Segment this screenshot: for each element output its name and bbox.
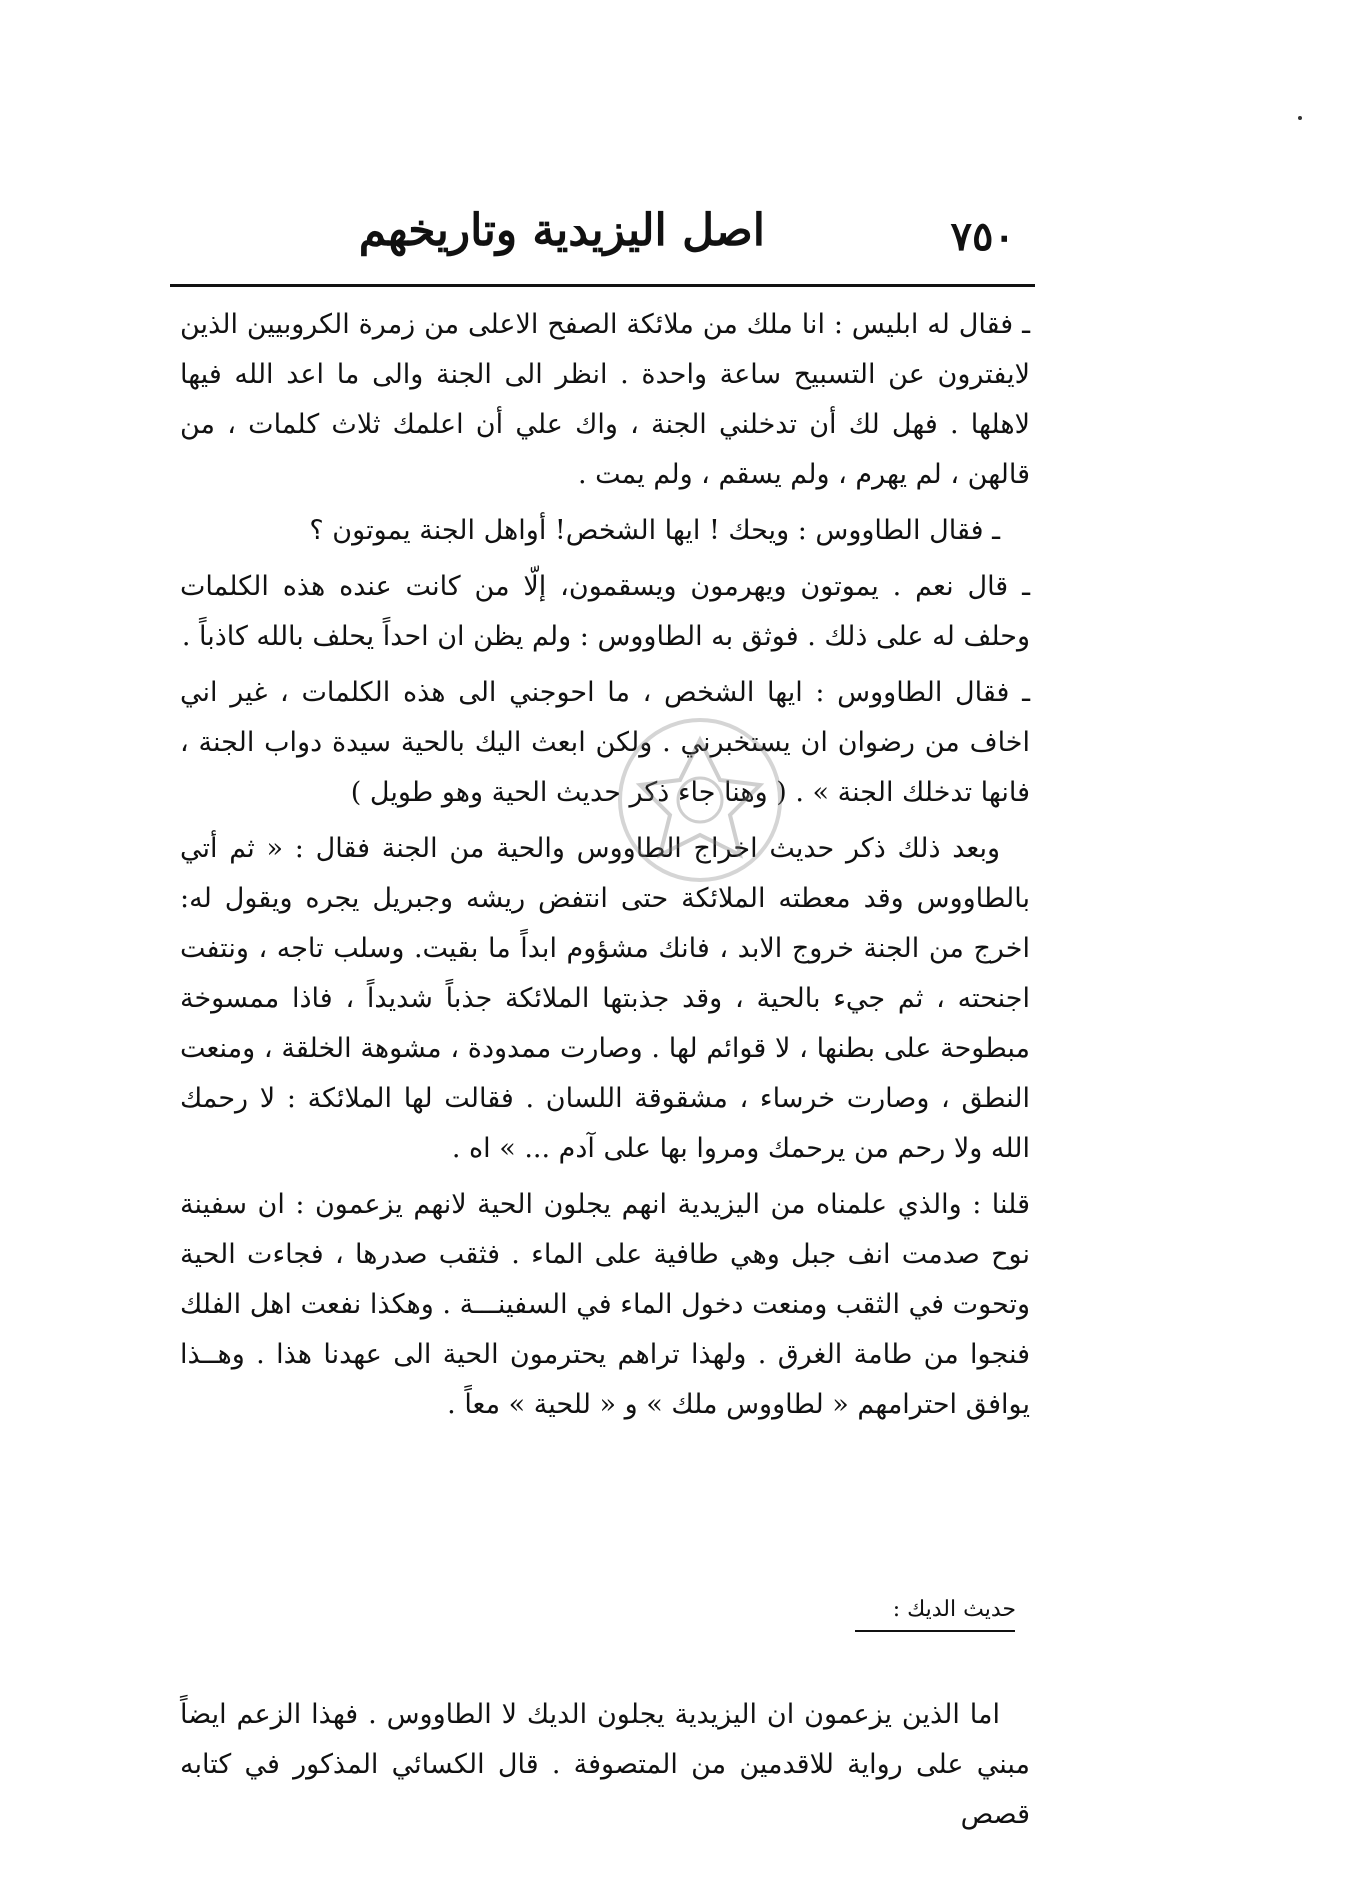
header-rule [170,284,1035,287]
library-stamp-watermark [590,700,810,900]
running-title: اصل اليزيدية وتاريخهم [358,205,765,256]
paragraph: ـ فقال الطاووس : ويحك ! ايها الشخص! أواهل الجنة يموتون ؟ [309,515,1000,546]
page-header [170,205,1035,280]
closing-text [180,1690,1030,1840]
paragraph: اما الذين يزعمون ان اليزيدية يجلون الديك لا الطاووس . فهذا الزعم ايضاً مبني على رواية للاقدمين من المتصوفة . قال الكسائي المذكور في كتابه قصص [180,1699,1030,1830]
section-heading: حديث الديك : [892,1597,1016,1622]
paragraph: قلنا : والذي علمناه من اليزيدية انهم يجلون الحية لانهم يزعمون : ان سفينة نوح صدمت انف جبل وهي طافية على الماء . فثقب صدرها ، فجاءت الحية وتحوت في الثقب ومنعت دخول الماء في السفينـــة . وهكذا نفعت اهل الفلك فنجوا من طامة الغرق . ولهذا تراهم يحترمون الحية الى عهدنا هذا . وهــذا يوافق احترامهم « لطاووس ملك » و « للحية » معاً . [180,1189,1030,1420]
page-number: ٧٥٠ [950,213,1015,260]
paragraph: ـ قال نعم . يموتون ويهرمون ويسقمون، إلّا من كانت عنده هذه الكلمات وحلف له على ذلك . فوثق به الطاووس : ولم يظن ان احداً يحلف بالله كاذباً . [180,571,1030,652]
paragraph: ـ فقال له ابليس : انا ملك من ملائكة الصفح الاعلى من زمرة الكروبيين الذين لايفترون عن التسبيح ساعة واحدة . انظر الى الجنة والى ما اعد الله فيها لاهلها . فهل لك أن تدخلني الجنة ، واك علي أن اعلمك ثلاث كلمات ، من قالهن ، لم يهرم ، ولم يسقم ، ولم يمت . [180,309,1030,490]
speck [1298,116,1302,120]
paragraph: ـ فقال الطاووس : ايها الشخص ، ما احوجني الى هذه الكلمات ، غير اني اخاف من رضوان ان يستخبرني . ولكن ابعث اليك بالحية سيدة دواب الجنة ، فانها تدخلك الجنة » . ( وهنا جاء ذكر حديث الحية وهو طويل ) [180,677,1030,808]
section-heading-rule [855,1630,1015,1632]
paragraph: وبعد ذلك ذكر حديث اخراج الطاووس والحية من الجنة فقال : « ثم أتي بالطاووس وقد معطته الملائكة حتى انتفض ريشه وجبريل يجره ويقول له: اخرج من الجنة خروج الابد ، فانك مشؤوم ابداً ما بقيت. وسلب تاجه ، ونتفت اجنحته ، ثم جيء بالحية ، وقد جذبتها الملائكة جذباً شديداً ، فاذا ممسوخة مبطوحة على بطنها ، لا قوائم لها . وصارت ممدودة ، مشوهة الخلقة ، ومنعت النطق ، وصارت خرساء ، مشقوقة اللسان . فقالت لها الملائكة : لا رحمك الله ولا رحم من يرحمك ومروا بها على آدم ... » اه . [180,833,1030,1164]
